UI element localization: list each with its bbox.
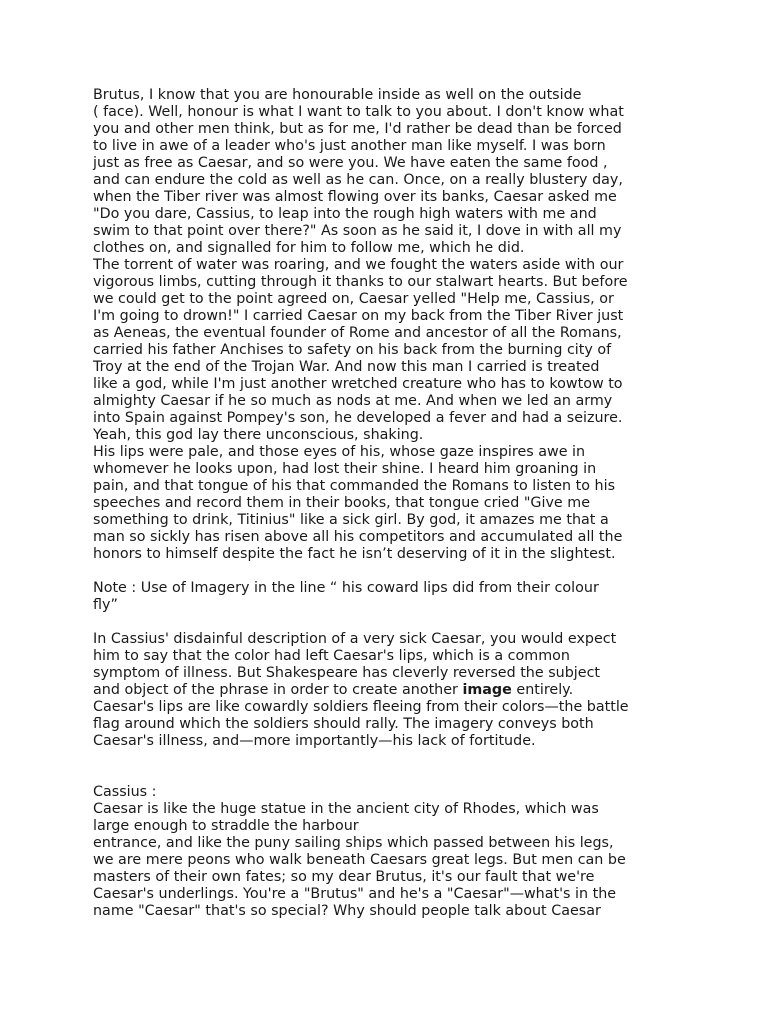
text-segment: and object of the phrase in order to create another <box>93 682 463 698</box>
paragraph-4 <box>93 801 688 920</box>
text-line: masters of their own fates; so my dear Brutus, it's our fault that we're <box>93 869 595 885</box>
text-line: swim to that point over there?" As soon as he said it, I dove in with all my <box>93 223 622 239</box>
bold-term-image: image <box>462 682 512 698</box>
text-line: carried his father Anchises to safety on his back from the burning city of <box>93 342 612 358</box>
text-line: The torrent of water was roaring, and we fought the waters aside with our <box>93 257 624 273</box>
text-line: we are mere peons who walk beneath Caesars great legs. But men can be <box>93 852 626 868</box>
text-line: entrance, and like the puny sailing ships which passed between his legs, <box>93 835 614 851</box>
text-line: just as free as Caesar, and so were you. We have eaten the same food , <box>93 155 608 171</box>
text-line: him to say that the color had left Caesar's lips, which is a common <box>93 648 570 664</box>
text-line: honors to himself despite the fact he isn’t deserving of it in the slightest. <box>93 546 616 562</box>
text-line: Troy at the end of the Trojan War. And now this man I carried is treated <box>93 359 600 375</box>
text-line: flag around which the soldiers should rally. The imagery conveys both <box>93 716 594 732</box>
text-line: ( face). Well, honour is what I want to talk to you about. I don't know what <box>93 104 624 120</box>
text-line: symptom of illness. But Shakespeare has cleverly reversed the subject <box>93 665 601 681</box>
text-line: Caesar's lips are like cowardly soldiers fleeing from their colors—the battle <box>93 699 629 715</box>
text-line: whomever he looks upon, had lost their shine. I heard him groaning in <box>93 461 597 477</box>
imagery-note <box>93 580 688 614</box>
text-line: like a god, while I'm just another wretched creature who has to kowtow to <box>93 376 623 392</box>
text-line: something to drink, Titinius" like a sick girl. By god, it amazes me that a <box>93 512 609 528</box>
text-line: large enough to straddle the harbour <box>93 818 359 834</box>
text-line: when the Tiber river was almost flowing over its banks, Caesar asked me <box>93 189 617 205</box>
text-line: fly” <box>93 597 118 613</box>
text-line: into Spain against Pompey's son, he developed a fever and had a seizure. <box>93 410 623 426</box>
text-line: clothes on, and signalled for him to follow me, which he did. <box>93 240 525 256</box>
paragraph-1 <box>93 87 688 257</box>
paragraph-3 <box>93 444 688 563</box>
text-segment: entirely. <box>511 682 574 698</box>
text-line: vigorous limbs, cutting through it thanks to our stalwart hearts. But before <box>93 274 628 290</box>
text-line: "Do you dare, Cassius, to leap into the rough high waters with me and <box>93 206 597 222</box>
blank-line <box>93 750 688 767</box>
text-line: In Cassius' disdainful description of a very sick Caesar, you would expect <box>93 631 617 647</box>
text-line: His lips were pale, and those eyes of his, whose gaze inspires awe in <box>93 444 586 460</box>
text-line: almighty Caesar if he so much as nods at me. And when we led an army <box>93 393 613 409</box>
text-line: speeches and record them in their books, that tongue cried "Give me <box>93 495 590 511</box>
imagery-analysis <box>93 631 688 750</box>
text-line: Caesar is like the huge statue in the ancient city of Rhodes, which was <box>93 801 599 817</box>
text-line-with-bold <box>93 682 688 699</box>
paragraph-2 <box>93 257 688 444</box>
text-line: and can endure the cold as well as he can. Once, on a really blustery day, <box>93 172 623 188</box>
text-line: you and other men think, but as for me, I'd rather be dead than be forced <box>93 121 622 137</box>
text-line: Brutus, I know that you are honourable inside as well on the outside <box>93 87 582 103</box>
text-line: I'm going to drown!" I carried Caesar on my back from the Tiber River just <box>93 308 624 324</box>
text-line: we could get to the point agreed on, Caesar yelled "Help me, Cassius, or <box>93 291 614 307</box>
text-line: man so sickly has risen above all his competitors and accumulated all the <box>93 529 623 545</box>
text-line: Note : Use of Imagery in the line “ his coward lips did from their colour <box>93 580 599 596</box>
text-line: Yeah, this god lay there unconscious, shaking. <box>93 427 424 443</box>
blank-line <box>93 767 688 784</box>
text-line: to live in awe of a leader who's just another man like myself. I was born <box>93 138 606 154</box>
blank-line <box>93 614 688 631</box>
text-line: pain, and that tongue of his that commanded the Romans to listen to his <box>93 478 616 494</box>
speaker-label: Cassius : <box>93 784 157 800</box>
text-line: Caesar's illness, and—more importantly—his lack of fortitude. <box>93 733 536 749</box>
text-line: Caesar's underlings. You're a "Brutus" and he's a "Caesar"—what's in the <box>93 886 617 902</box>
blank-line <box>93 563 688 580</box>
text-line: as Aeneas, the eventual founder of Rome and ancestor of all the Romans, <box>93 325 622 341</box>
text-line: name "Caesar" that's so special? Why should people talk about Caesar <box>93 903 601 919</box>
